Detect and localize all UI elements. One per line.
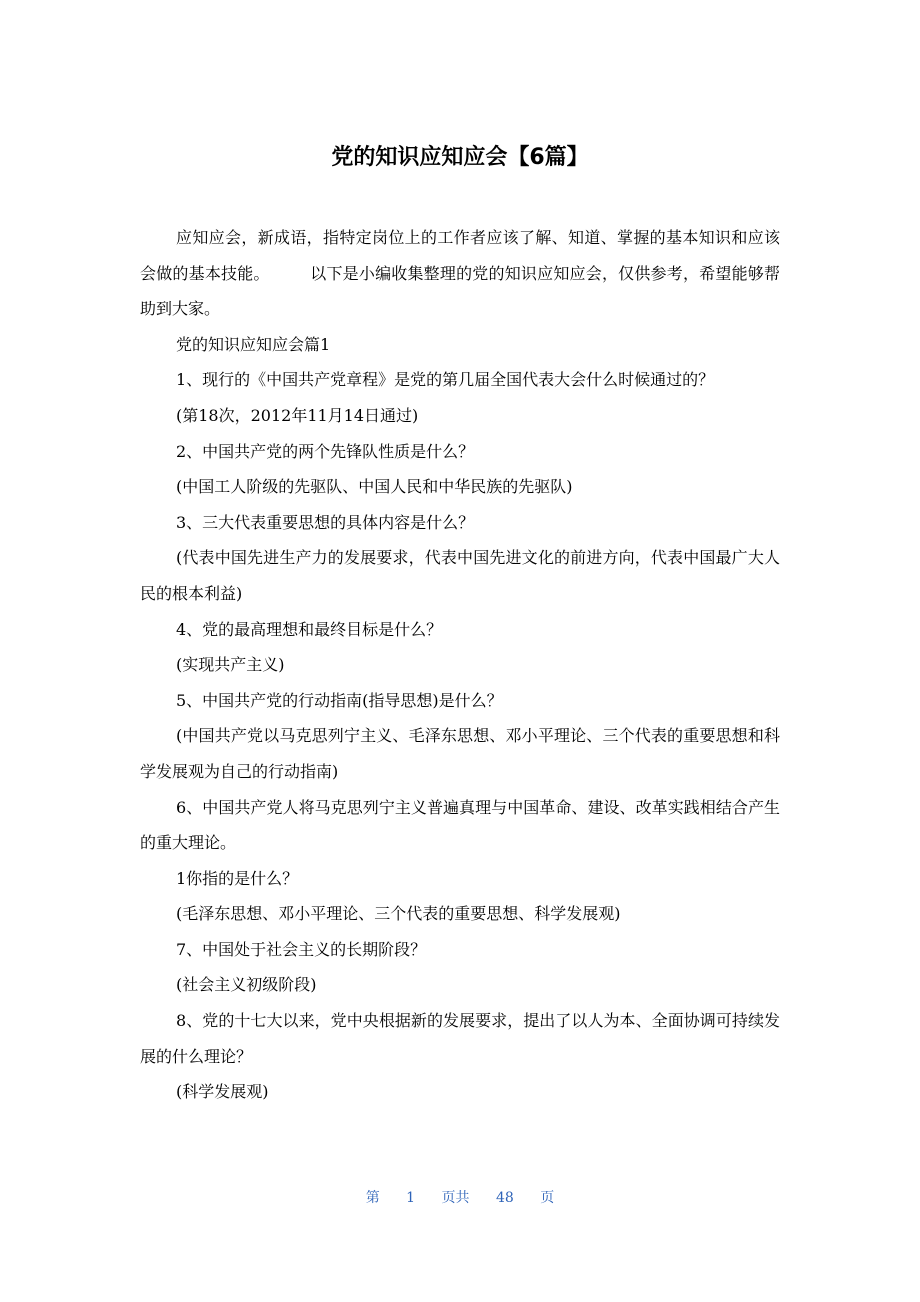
page-footer [0,1184,920,1212]
footer-page-number: 1 [406,1190,416,1206]
question-2: 2、中国共产党的两个先锋队性质是什么？ [176,441,475,461]
answer-3: (代表中国先进生产力的发展要求，代表中国先进文化的前进方向，代表中国最广大人民的根本利益) [140,548,780,603]
footer-page-prefix: 第 [365,1190,380,1206]
question-6: 6、中国共产党人将马克思列宁主义普遍真理与中国革命、建设、改革实践相结合产生的重大理论。 [140,797,780,853]
footer-total-pages: 48 [496,1190,514,1206]
question-3: 3、三大代表重要思想的具体内容是什么？ [176,512,475,532]
question-7: 7、中国处于社会主义的长期阶段？ [176,939,427,959]
answer-7: (社会主义初级阶段) [176,975,317,995]
footer-page-suffix: 页 [540,1190,555,1206]
question-1: 1、现行的《中国共产党章程》是党的第几届全国代表大会什么时候通过的？ [176,370,715,390]
question-8: 8、党的十七大以来，党中央根据新的发展要求，提出了以人为本、全面协调可持续发展的什么理论？ [140,1011,780,1066]
question-6-continued: 1你指的是什么？ [176,868,299,888]
document-title: 党的知识应知应会【6篇】 [331,145,589,170]
answer-4: (实现共产主义) [176,655,285,675]
answer-1: (第18次，2012年11月14日通过) [176,405,419,425]
question-5: 5、中国共产党的行动指南(指导思想)是什么？ [176,690,503,710]
document-body [140,220,780,1110]
answer-2: (中国工人阶级的先驱队、中国人民和中华民族的先驱队) [176,477,573,497]
answer-6: (毛泽东思想、邓小平理论、三个代表的重要思想、科学发展观) [176,904,621,924]
intro-paragraph: 应知应会，新成语，指特定岗位上的工作者应该了解、知道、掌握的基本知识和应该会做的基本技能。 以下是小编收集整理的党的知识应知应会，仅供参考，希望能够帮助到大家。 [140,228,780,319]
section-heading: 党的知识应知应会篇1 [176,334,331,354]
question-4: 4、党的最高理想和最终目标是什么？ [176,619,443,639]
footer-page-middle: 页共 [441,1190,470,1206]
answer-5: (中国共产党以马克思列宁主义、毛泽东思想、邓小平理论、三个代表的重要思想和科学发展观为自己的行动指南) [140,726,780,781]
answer-8: (科学发展观) [176,1082,269,1102]
